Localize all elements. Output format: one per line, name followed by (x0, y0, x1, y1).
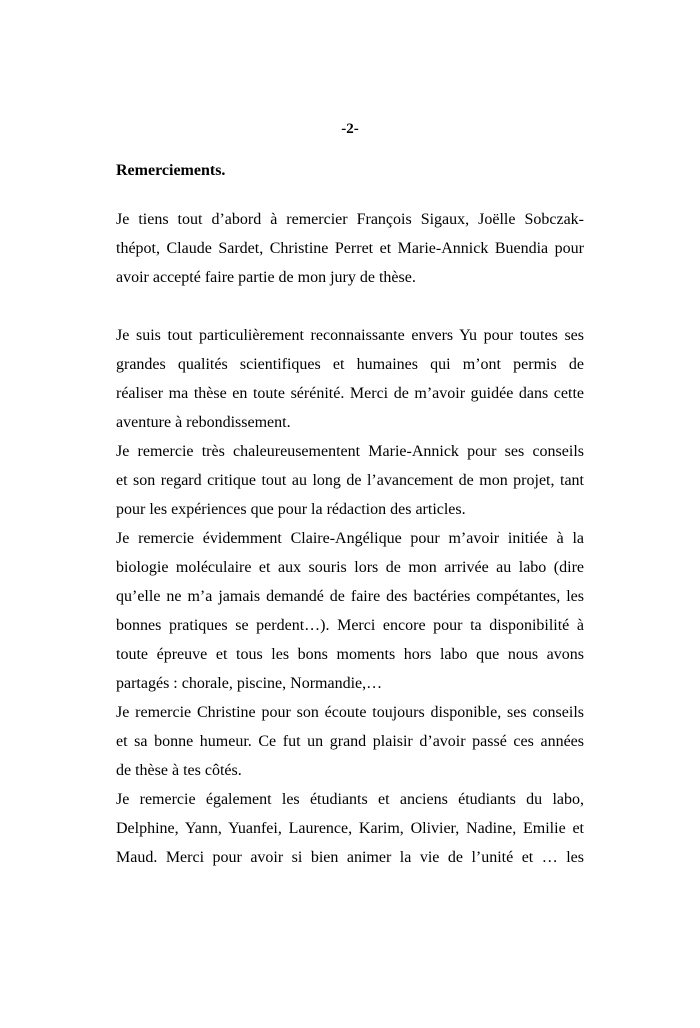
text-line: Je remercie Christine pour son écoute toujours disponible, ses conseils (116, 704, 584, 721)
text-line: de thèse à tes côtés. (116, 762, 242, 779)
text-line: Je remercie évidemment Claire-Angélique pour m’avoir initiée à la (116, 530, 584, 547)
text-line: et son regard critique tout au long de l’avancement de mon projet, tant (116, 472, 584, 489)
paragraph (116, 698, 584, 785)
text-line: biologie moléculaire et aux souris lors de mon arrivée au labo (dire (116, 559, 584, 576)
paragraph (116, 437, 584, 524)
text-line: bonnes pratiques se perdent…). Merci encore pour ta disponibilité à (116, 617, 584, 634)
text-line: pour les expériences que pour la rédaction des articles. (116, 501, 466, 518)
text-line: Je suis tout particulièrement reconnaissante envers Yu pour toutes ses (116, 327, 584, 344)
text-line: grandes qualités scientifiques et humaines qui m’ont permis de (116, 356, 584, 373)
paragraph (116, 321, 584, 437)
text-line: thépot, Claude Sardet, Christine Perret et Marie-Annick Buendia pour (116, 240, 584, 257)
text-line: Je remercie également les étudiants et anciens étudiants du labo, (116, 791, 584, 808)
paragraph (116, 205, 584, 292)
body-text (116, 205, 584, 872)
text-line: Delphine, Yann, Yuanfei, Laurence, Karim, Olivier, Nadine, Emilie et (116, 820, 584, 837)
text-line: toute épreuve et tous les bons moments hors labo que nous avons (116, 646, 584, 663)
text-line: partagés : chorale, piscine, Normandie,… (116, 675, 383, 692)
paragraph-gap (116, 292, 584, 321)
paragraph (116, 785, 584, 872)
section-heading: Remerciements. (116, 162, 226, 179)
paragraph (116, 524, 584, 698)
page-number: -2- (341, 121, 359, 137)
text-line: et sa bonne humeur. Ce fut un grand plaisir d’avoir passé ces années (116, 733, 584, 750)
text-line: Je remercie très chaleureusementent Marie-Annick pour ses conseils (116, 443, 584, 460)
text-line: avoir accepté faire partie de mon jury de thèse. (116, 269, 416, 286)
text-line: qu’elle ne m’a jamais demandé de faire des bactéries compétantes, les (116, 588, 584, 605)
text-line: réaliser ma thèse en toute sérénité. Merci de m’avoir guidée dans cette (116, 385, 584, 402)
text-line: Maud. Merci pour avoir si bien animer la vie de l’unité et … les (116, 849, 584, 866)
text-line: aventure à rebondissement. (116, 414, 291, 431)
text-line: Je tiens tout d’abord à remercier François Sigaux, Joëlle Sobczak- (116, 211, 584, 228)
